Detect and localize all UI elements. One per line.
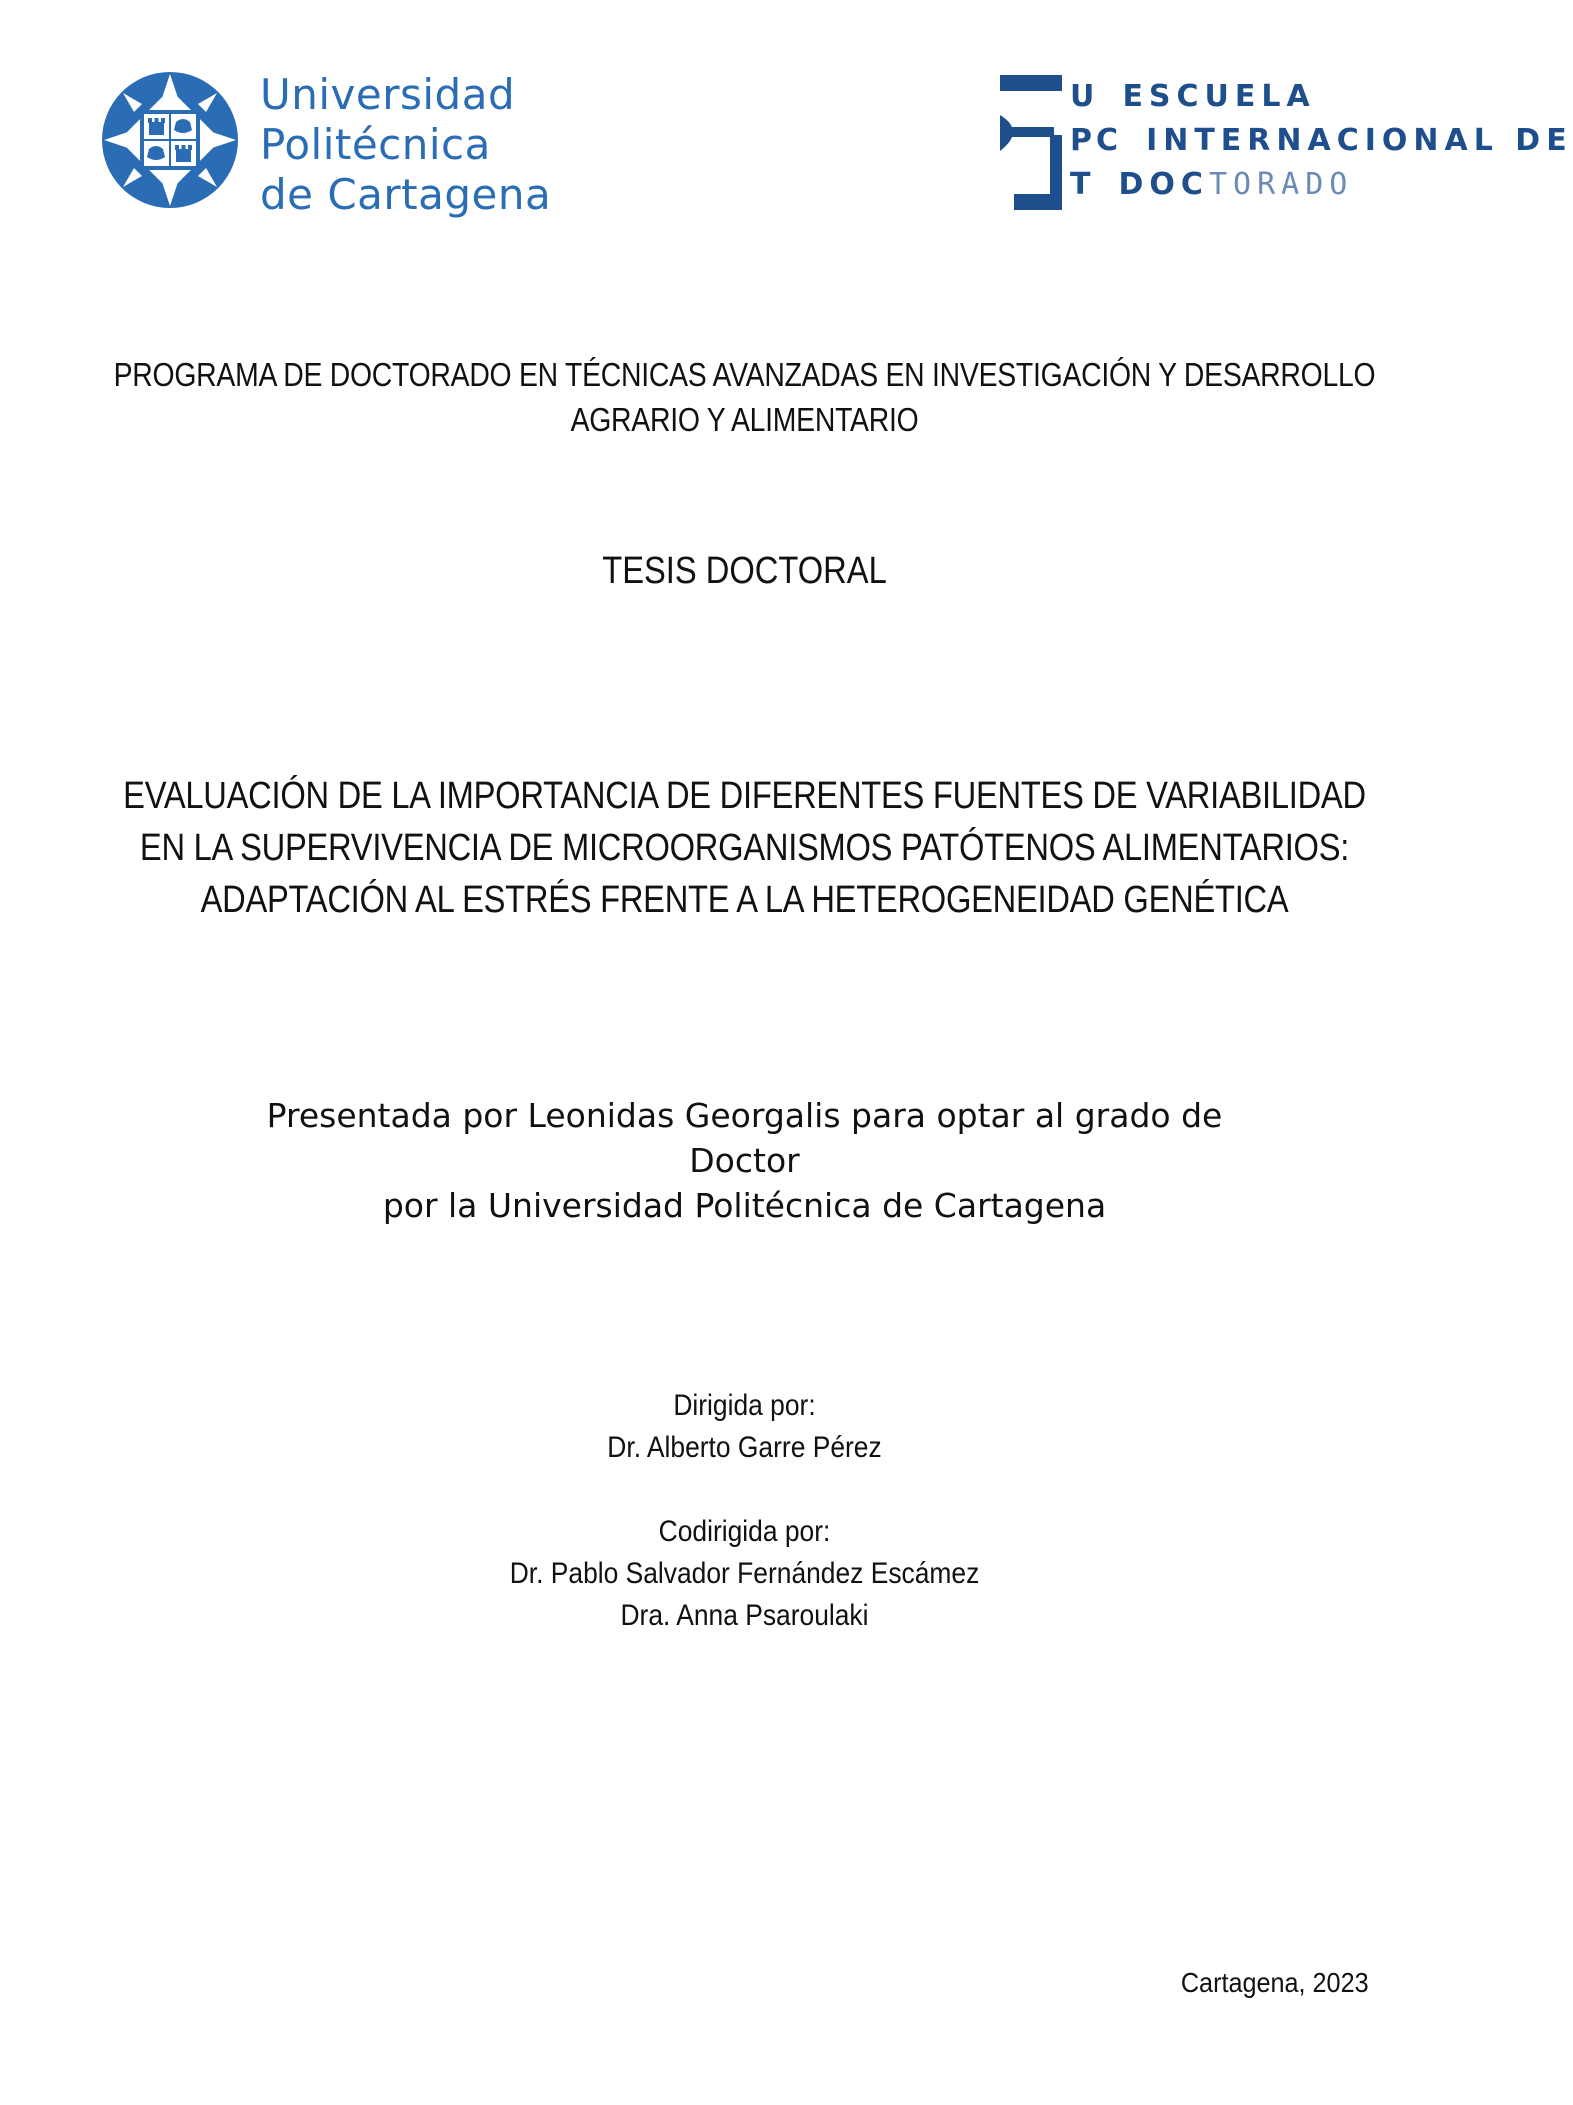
eid-row-1-text: ESCUELA	[1122, 79, 1316, 114]
codirector-1-name: Dr. Pablo Salvador Fernández Escámez	[509, 1557, 980, 1590]
spacer	[89, 1469, 1399, 1511]
direccion	[89, 1385, 1399, 1637]
upct-wordmark	[260, 70, 551, 220]
thesis-title-line-1: EVALUACIÓN DE LA IMPORTANCIA DE DIFERENTES FUENTES DE VARIABILIDAD	[123, 775, 1366, 817]
eid-text	[1070, 75, 1573, 207]
presentada-line-2: Doctor	[689, 1141, 800, 1180]
upct-seal-icon	[100, 70, 240, 210]
upct-wordmark-line-1: Universidad	[260, 70, 516, 119]
codirigida-label: Codirigida por:	[658, 1515, 831, 1548]
eid-row-2	[1070, 119, 1573, 163]
presentada-por	[0, 1093, 1489, 1228]
eid-row-1	[1070, 75, 1573, 119]
codirector-2-name: Dra. Anna Psaroulaki	[620, 1599, 869, 1632]
place-date: Cartagena, 2023	[1181, 1967, 1369, 1998]
eid-logo	[1000, 75, 1573, 210]
thesis-title	[104, 770, 1385, 926]
eid-row-2-text: INTERNACIONAL DE	[1146, 123, 1573, 158]
eid-initials-pc: PC	[1070, 123, 1123, 158]
programa-line-2: AGRARIO Y ALIMENTARIO	[570, 401, 919, 438]
upct-logo	[100, 70, 552, 220]
eid-row-3-bold: DOC	[1118, 167, 1209, 202]
dirigida-label: Dirigida por:	[673, 1389, 816, 1422]
eid-row-3-light: TORADO	[1208, 167, 1354, 202]
programa-line-1: PROGRAMA DE DOCTORADO EN TÉCNICAS AVANZADAS EN INVESTIGACIÓN Y DESARROLLO	[113, 356, 1376, 393]
upct-wordmark-line-3: de Cartagena	[260, 170, 552, 219]
eid-initial-u: U	[1070, 79, 1099, 114]
thesis-title-line-2: EN LA SUPERVIVENCIA DE MICROORGANISMOS PATÓTENOS ALIMENTARIOS:	[139, 827, 1350, 869]
eid-row-3	[1070, 163, 1573, 207]
programa-doctorado	[104, 352, 1385, 442]
director-name: Dr. Alberto Garre Pérez	[607, 1431, 882, 1464]
eid-initial-t: T	[1070, 167, 1095, 202]
tesis-label: TESIS DOCTORAL	[602, 550, 887, 592]
thesis-title-line-3: ADAPTACIÓN AL ESTRÉS FRENTE A LA HETEROGENEIDAD GENÉTICA	[200, 879, 1289, 921]
presentada-line-1: Presentada por Leonidas Georgalis para optar al grado de	[266, 1096, 1223, 1135]
upct-wordmark-line-2: Politécnica	[260, 120, 491, 169]
presentada-line-3: por la Universidad Politécnica de Cartagena	[382, 1186, 1107, 1225]
